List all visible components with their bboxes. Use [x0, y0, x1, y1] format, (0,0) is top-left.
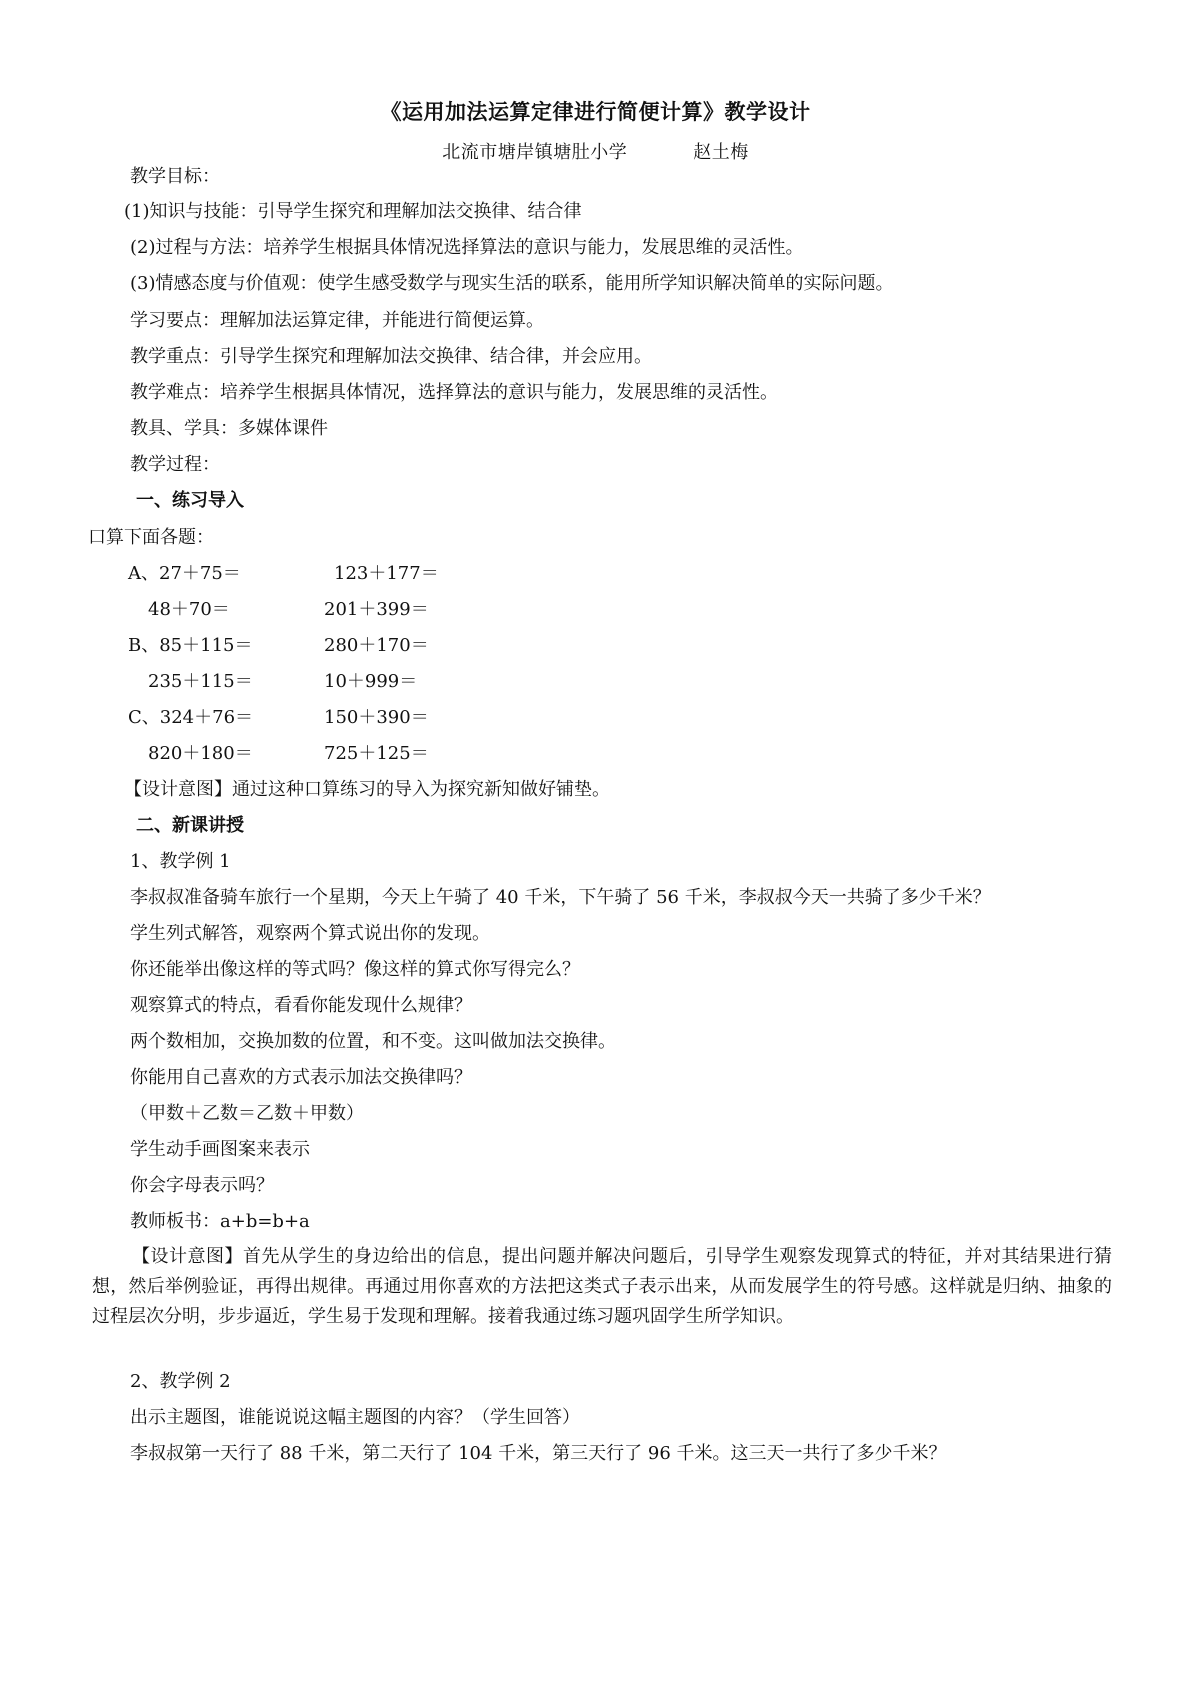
teaching-difficulty: 教学难点：培养学生根据具体情况，选择算法的意识与能力，发展思维的灵活性。: [130, 382, 778, 403]
example1-line: 两个数相加，交换加数的位置，和不变。这叫做加法交换律。: [130, 1031, 616, 1052]
example1-label: 1、教学例 1: [130, 851, 231, 872]
example1-line: 你会字母表示吗？: [130, 1175, 274, 1196]
section2-heading: 二、新课讲授: [136, 815, 244, 836]
objective-item: (3)情感态度与价值观：使学生感受数学与现实生活的联系，能用所学知识解决简单的实际问题。: [130, 273, 894, 294]
exercise-left: C、324＋76＝: [128, 707, 254, 728]
example1-line: 学生动手画图案来表示: [130, 1139, 310, 1160]
objectives-label: 教学目标：: [130, 166, 220, 187]
learning-points: 学习要点：理解加法运算定律，并能进行简便运算。: [130, 310, 544, 331]
exercise-left: 235＋115＝: [148, 671, 253, 692]
example2-label: 2、教学例 2: [130, 1371, 231, 1392]
oral-calc-intro: 口算下面各题：: [88, 527, 214, 548]
example1-line: （甲数＋乙数＝乙数＋甲数）: [130, 1103, 364, 1124]
objective-item: (2)过程与方法：培养学生根据具体情况选择算法的意识与能力，发展思维的灵活性。: [130, 237, 804, 258]
author-line: [0, 138, 1191, 164]
exercise-left: 820＋180＝: [148, 743, 253, 764]
exercise-right: 150＋390＝: [324, 707, 429, 728]
example1-line: 你还能举出像这样的等式吗？像这样的算式你写得完么？: [130, 959, 580, 980]
design-intent-1: 【设计意图】通过这种口算练习的导入为探究新知做好铺垫。: [124, 779, 610, 800]
example1-line: 李叔叔准备骑车旅行一个星期，今天上午骑了 40 千米，下午骑了 56 千米，李叔叔今天一共骑了多少千米？: [130, 887, 991, 908]
exercise-left: A、27＋75＝: [128, 563, 241, 584]
example1-line: 学生列式解答，观察两个算式说出你的发现。: [130, 923, 490, 944]
exercise-left: B、85＋115＝: [128, 635, 253, 656]
objective-item: (1)知识与技能：引导学生探究和理解加法交换律、结合律: [124, 201, 582, 222]
example2-line: 出示主题图，谁能说说这幅主题图的内容？（学生回答）: [130, 1407, 580, 1428]
exercise-left: 48＋70＝: [148, 599, 230, 620]
example1-line: 你能用自己喜欢的方式表示加法交换律吗？: [130, 1067, 472, 1088]
section1-heading: 一、练习导入: [136, 490, 244, 511]
teaching-tools: 教具、学具：多媒体课件: [130, 418, 328, 439]
process-label: 教学过程：: [130, 454, 220, 475]
exercise-right: 201＋399＝: [324, 599, 429, 620]
document-title: 《运用加法运算定律进行简便计算》教学设计: [380, 100, 811, 124]
teaching-focus: 教学重点：引导学生探究和理解加法交换律、结合律，并会应用。: [130, 346, 652, 367]
exercise-right: 725＋125＝: [324, 743, 429, 764]
exercise-right: 123＋177＝: [334, 563, 439, 584]
example1-line: 教师板书：a+b=b+a: [130, 1211, 310, 1232]
example2-line: 李叔叔第一天行了 88 千米，第二天行了 104 千米，第三天行了 96 千米。这三天一共行了多少千米？: [130, 1443, 947, 1464]
exercise-right: 280＋170＝: [324, 635, 429, 656]
exercise-right: 10＋999＝: [324, 671, 418, 692]
school-name: 北流市塘岸镇塘肚小学: [442, 142, 628, 163]
design-intent-2: 【设计意图】首先从学生的身边给出的信息，提出问题并解决问题后，引导学生观察发现算式的特征，并对其结果进行猜想，然后举例验证，再得出规律。再通过用你喜欢的方法把这类式子表示出来，从而发展学生的符号感。这样就是归纳、抽象的过程层次分明，步步逼近，学生易于发现和理解。接着我通过练习题巩固学生所学知识。: [92, 1246, 1112, 1327]
example1-line: 观察算式的特点，看看你能发现什么规律？: [130, 995, 472, 1016]
author-name: 赵土梅: [693, 142, 749, 163]
